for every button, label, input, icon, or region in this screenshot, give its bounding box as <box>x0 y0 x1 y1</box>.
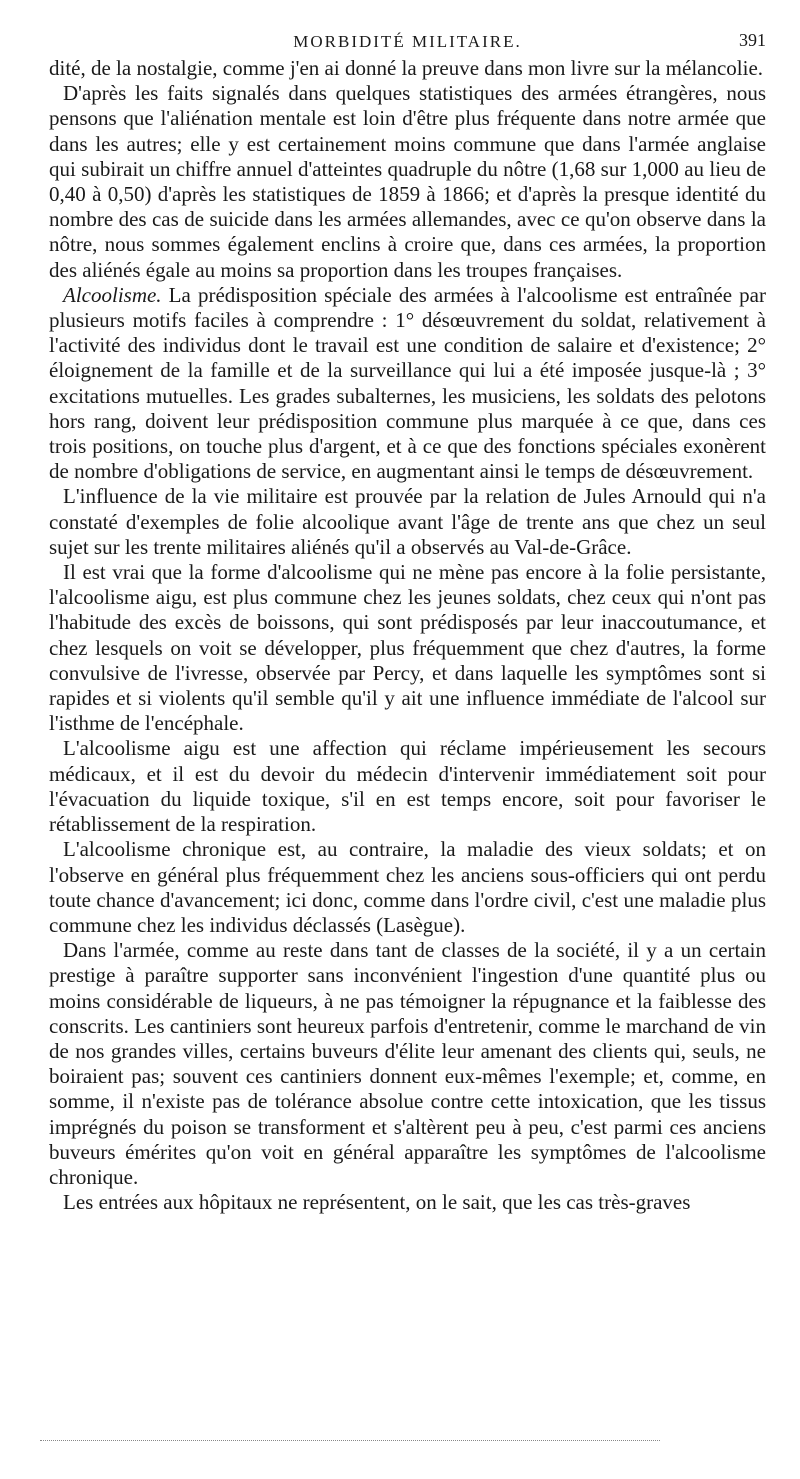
running-head <box>49 22 766 56</box>
paragraph-9: Les entrées aux hôpitaux ne représentent, on le sait, que les cas très-graves <box>63 1190 691 1215</box>
footer-rule <box>40 1440 660 1441</box>
paragraph-6: L'alcoolisme aigu est une affection qui réclame impérieusement les secours médicaux, et il est du devoir du médecin d'intervenir immédiatement soit pour l'évacuation du liquide toxique, s'il en est temps encore, soit pour favoriser le rétablissement de la respiration. <box>49 736 766 837</box>
section-lead-alcoolisme: Alcoolisme. <box>63 282 162 307</box>
paragraph-5: Il est vrai que la forme d'alcoolisme qui ne mène pas encore à la folie persistante, l'alcoolisme aigu, est plus commune chez les jeunes soldats, chez ceux qui n'ont pas l'habitude des excès de boissons, qui sont prédisposés par leur inaccoutumance, et chez lesquels on voit se développer, plus fréquemment que chez d'autres, la forme convulsive de l'ivresse, observée par Percy, et dans laquelle les symptômes sont si rapides et si violents qu'il semble qu'il y ait une influence immédiate de l'alcool sur l'isthme de l'encéphale. <box>49 560 766 736</box>
paragraph-8: Dans l'armée, comme au reste dans tant de classes de la société, il y a un certain prestige à paraître supporter sans inconvénient l'ingestion d'une quantité plus ou moins considérable de liqueurs, à ne pas témoigner la répugnance et la faiblesse des conscrits. Les cantiniers sont heureux parfois d'entretenir, comme le marchand de vin de nos grandes villes, certains buveurs d'élite leur amenant des clients qui, seuls, ne boiraient pas; souvent ces cantiniers donnent eux-mêmes l'exemple; et, comme, en somme, il n'existe pas de tolérance absolue contre cette intoxication, que les tissus imprégnés du poison se transforment et s'altèrent peu à peu, c'est parmi ces anciens buveurs émérites qu'on voit en général apparaître les symptômes de l'alcoolisme chronique. <box>49 938 766 1189</box>
paragraph-2: D'après les faits signalés dans quelques statistiques des armées étrangères, nous pensons que l'aliénation mentale est loin d'être plus fréquente dans notre armée que dans les autres; elle y est certainement moins commune que dans l'armée anglaise qui subirait un chiffre annuel d'atteintes quadruple du nôtre (1,68 sur 1,000 au lieu de 0,40 à 0,50) d'après les statistiques de 1859 à 1866; et d'après la presque identité du nombre des cas de suicide dans les armées allemandes, avec ce qu'on observe dans la nôtre, nous sommes également enclins à croire que, dans ces armées, la proportion des aliénés égale au moins sa proportion dans les troupes françaises. <box>49 81 766 282</box>
body-text <box>49 56 766 1215</box>
running-title: MORBIDITÉ MILITAIRE. <box>293 32 522 51</box>
paragraph-4: L'influence de la vie militaire est prouvée par la relation de Jules Arnould qui n'a constaté d'exemples de folie alcoolique avant l'âge de trente ans que chez un seul sujet sur les trente militaires aliénés qu'il a observés au Val-de-Grâce. <box>49 484 766 559</box>
page-number: 391 <box>739 30 766 50</box>
paragraph-alcoolisme <box>49 283 766 485</box>
paragraph-7: L'alcoolisme chronique est, au contraire, la maladie des vieux soldats; et on l'observe en général plus fréquemment chez les anciens sous-officiers qui ont perdu toute chance d'avancement; ici donc, comme dans l'ordre civil, c'est une maladie plus commune chez les individus déclassés (Lasègue). <box>49 837 766 937</box>
paragraph-alcoolisme-text: La prédisposition spéciale des armées à l'alcoolisme est entraînée par plusieurs motifs faciles à comprendre : 1° désœuvrement du soldat, relativement à l'activité des individus dont le travail est une condition de salaire et d'existence; 2° éloignement de la famille et de la surveillance qui lui a été imposée jusque-là ; 3° excitations mutuelles. Les grades subalternes, les musiciens, les soldats des pelotons hors rang, doivent leur prédisposition commune plus marquée à ce que, dans ces trois positions, on touche plus d'argent, et à ce que des fonctions spéciales exonèrent de nombre d'obligations de service, en augmentant ainsi le temps de désœuvrement. <box>49 282 766 484</box>
paragraph-1: dité, de la nostalgie, comme j'en ai donné la preuve dans mon livre sur la mélancolie. <box>49 56 764 80</box>
